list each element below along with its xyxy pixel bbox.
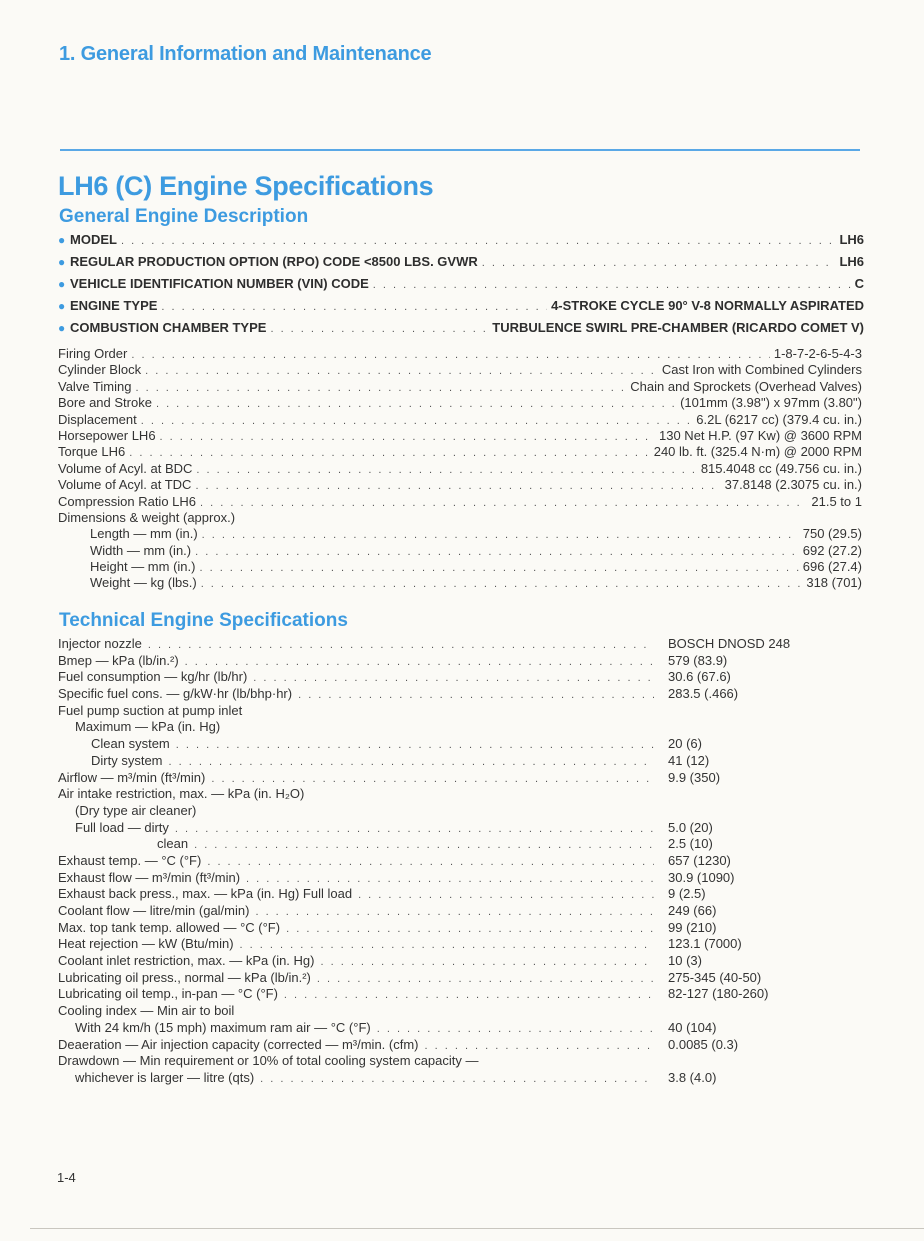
tech-spec-value: 657 (1230) [668, 852, 731, 868]
tech-spec-label: Air intake restriction, max. — kPa (in. H₂O) [58, 786, 305, 802]
leader-dots [141, 415, 693, 427]
tech-spec-label: Lubricating oil press., normal — kPa (lb/in.²) [58, 969, 311, 985]
spec-value: Chain and Sprockets (Overhead Valves) [630, 378, 862, 394]
general-spec-list [58, 346, 862, 592]
tech-spec-row [58, 703, 858, 720]
spec-value: 815.4048 cc (49.756 cu. in.) [700, 460, 862, 476]
tech-spec-label: With 24 km/h (15 mph) maximum ram air — °C (°F) [75, 1019, 371, 1035]
spec-label: Cylinder Block [58, 362, 142, 378]
dimension-row [58, 559, 862, 575]
spec-row [58, 477, 862, 493]
dimension-row [58, 526, 862, 542]
leader-dots [373, 279, 851, 291]
leader-dots [202, 529, 799, 541]
leader-dots [199, 562, 798, 574]
tech-spec-label: (Dry type air cleaner) [75, 802, 197, 818]
bullet-model [58, 232, 864, 254]
tech-spec-value: 275-345 (40-50) [668, 969, 762, 985]
bullet-icon: ● [58, 255, 66, 269]
tech-spec-value: 30.9 (1090) [668, 869, 735, 885]
tech-spec-label: Exhaust temp. — °C (°F) [58, 852, 202, 868]
spec-value: 6.2L (6217 cc) (379.4 cu. in.) [696, 411, 862, 427]
spec-value: 37.8148 (2.3075 cu. in.) [724, 477, 862, 493]
tech-spec-row [58, 669, 858, 686]
leader-dots [196, 464, 696, 476]
bullet-label: COMBUSTION CHAMBER TYPE [70, 320, 267, 335]
page-number: 1-4 [57, 1170, 76, 1185]
tech-spec-value: 283.5 (.466) [668, 686, 739, 702]
dimension-row [58, 543, 862, 559]
tech-spec-value: 30.6 (67.6) [668, 669, 731, 685]
tech-spec-label: Lubricating oil temp., in-pan — °C (°F) [58, 986, 278, 1002]
tech-spec-label: Exhaust back press., max. — kPa (in. Hg) Full load [58, 886, 353, 902]
technical-spec-table [58, 636, 858, 1087]
leader-dots [358, 889, 654, 901]
bullet-value: TURBULENCE SWIRL PRE-CHAMBER (RICARDO COMET V) [492, 320, 864, 335]
tech-spec-row [58, 886, 858, 903]
tech-spec-label: Coolant inlet restriction, max. — kPa (in. Hg) [58, 953, 315, 969]
tech-spec-value: 579 (83.9) [668, 652, 728, 668]
bullet-label: ENGINE TYPE [70, 298, 158, 313]
tech-spec-label: Deaeration — Air injection capacity (corrected — m³/min. (cfm) [58, 1036, 419, 1052]
spec-value: 1-8-7-2-6-5-4-3 [773, 346, 862, 361]
spec-value: Cast Iron with Combined Cylinders [661, 362, 862, 378]
spec-label: Length — mm (in.) [90, 526, 198, 542]
spec-row [58, 428, 862, 444]
spec-label: Compression Ratio LH6 [58, 493, 197, 509]
leader-dots [270, 323, 488, 335]
bullet-icon: ● [58, 277, 66, 291]
spec-value: 318 (701) [806, 575, 862, 591]
spec-value: (101mm (3.98") x 97mm (3.80") [680, 395, 862, 411]
tech-spec-label: Bmep — kPa (lb/in.²) [58, 652, 179, 668]
tech-spec-value: 9 (2.5) [668, 886, 706, 902]
spec-label: Displacement [58, 411, 137, 427]
tech-spec-row [58, 903, 858, 920]
spec-value: 21.5 to 1 [811, 493, 862, 509]
dimensions-heading: Dimensions & weight (approx.) [58, 509, 236, 525]
spec-label: Horsepower LH6 [58, 427, 156, 443]
bullet-value: 4-STROKE CYCLE 90° V-8 NORMALLY ASPIRATED [551, 298, 864, 313]
tech-spec-row [58, 970, 858, 987]
bullet-rpo-code [58, 254, 864, 276]
bullet-icon: ● [58, 233, 66, 247]
bullet-label: REGULAR PRODUCTION OPTION (RPO) CODE <8500 LBS. GVWR [70, 254, 478, 269]
spec-label: Height — mm (in.) [90, 559, 196, 575]
tech-spec-label: Fuel pump suction at pump inlet [58, 702, 243, 718]
leader-dots [317, 973, 654, 985]
spec-label: Firing Order [58, 346, 128, 361]
chapter-heading: 1. General Information and Maintenance [59, 43, 432, 65]
technical-specs-heading: Technical Engine Specifications [59, 610, 348, 631]
leader-dots [211, 773, 654, 785]
tech-spec-label: Cooling index — Min air to boil [58, 1003, 235, 1019]
bullet-icon: ● [58, 321, 66, 335]
tech-spec-label: Airflow — m³/min (ft³/min) [58, 769, 206, 785]
tech-spec-label: Drawdown — Min requirement or 10% of total cooling system capacity — [58, 1053, 479, 1069]
spec-label: Bore and Stroke [58, 395, 152, 411]
spec-label: Width — mm (in.) [90, 542, 192, 558]
tech-spec-row [58, 820, 858, 837]
leader-dots [200, 497, 807, 509]
tech-spec-row [58, 753, 858, 770]
tech-spec-label: Coolant flow — litre/min (gal/min) [58, 903, 250, 918]
tech-spec-row [58, 853, 858, 870]
tech-spec-value: 5.0 (20) [668, 819, 713, 835]
tech-spec-label: Exhaust flow — m³/min (ft³/min) [58, 869, 241, 885]
tech-spec-row [58, 786, 858, 803]
tech-spec-label: Specific fuel cons. — g/kW·hr (lb/bhp·hr) [58, 686, 293, 702]
tech-spec-value: 2.5 (10) [668, 836, 713, 852]
leader-dots [201, 578, 803, 590]
tech-spec-label: clean [157, 836, 189, 852]
leader-dots [160, 431, 655, 443]
dimension-row [58, 575, 862, 591]
tech-spec-label: Injector nozzle [58, 636, 142, 651]
tech-spec-row [58, 686, 858, 703]
tech-spec-row [58, 653, 858, 670]
spec-label: Weight — kg (lbs.) [90, 575, 197, 591]
leader-dots [129, 447, 650, 459]
bullet-value: LH6 [839, 254, 864, 269]
spec-value: 750 (29.5) [802, 526, 862, 542]
spec-row [58, 395, 862, 411]
leader-dots [260, 1073, 654, 1085]
leader-dots [131, 349, 769, 361]
tech-spec-label: Full load — dirty [75, 819, 169, 835]
leader-dots [482, 257, 836, 269]
tech-spec-value: 3.8 (4.0) [668, 1069, 717, 1085]
spec-row [58, 346, 862, 362]
tech-spec-label: Maximum — kPa (in. Hg) [75, 719, 221, 735]
tech-spec-label: Heat rejection — kW (Btu/min) [58, 936, 234, 952]
leader-dots [121, 235, 835, 247]
spec-row [58, 444, 862, 460]
leader-dots [175, 823, 654, 835]
tech-spec-label: Dirty system [91, 752, 163, 768]
spec-row [58, 362, 862, 378]
leader-dots [169, 756, 655, 768]
leader-dots [185, 656, 654, 668]
leader-dots [255, 906, 654, 918]
bullet-engine-type [58, 298, 864, 320]
leader-dots [298, 689, 654, 701]
tech-spec-value: 20 (6) [668, 736, 702, 752]
tech-spec-value: 249 (66) [668, 903, 717, 918]
tech-spec-row [58, 770, 858, 787]
tech-spec-label: Fuel consumption — kg/hr (lb/hr) [58, 669, 248, 685]
leader-dots [425, 1040, 655, 1052]
bullet-label: VEHICLE IDENTIFICATION NUMBER (VIN) CODE [70, 276, 369, 291]
leader-dots [161, 301, 547, 313]
tech-spec-value: 40 (104) [668, 1019, 717, 1035]
bullet-combustion-chamber [58, 320, 864, 342]
tech-spec-value: 41 (12) [668, 752, 710, 768]
leader-dots [176, 739, 654, 751]
tech-spec-row [58, 836, 858, 853]
leader-dots [320, 956, 654, 968]
spec-row [58, 494, 862, 510]
tech-spec-row [58, 936, 858, 953]
tech-spec-value: 9.9 (350) [668, 769, 721, 785]
general-description-heading: General Engine Description [59, 206, 309, 227]
spec-row [58, 461, 862, 477]
tech-spec-value: 0.0085 (0.3) [668, 1036, 739, 1052]
tech-spec-row [58, 870, 858, 887]
spec-label: Torque LH6 [58, 444, 126, 460]
page-title: LH6 (C) Engine Specifications [58, 171, 434, 201]
tech-spec-row [58, 986, 858, 1003]
tech-spec-row [58, 1070, 858, 1087]
spec-value: 240 lb. ft. (325.4 N·m) @ 2000 RPM [653, 444, 862, 460]
tech-spec-label: Max. top tank temp. allowed — °C (°F) [58, 919, 281, 935]
spec-label: Volume of Acyl. at TDC [58, 477, 192, 493]
tech-spec-row [58, 1003, 858, 1020]
leader-dots [156, 398, 676, 410]
spec-label: Valve Timing [58, 378, 132, 394]
tech-spec-row [58, 803, 858, 820]
page-bottom-edge [30, 1228, 924, 1229]
tech-spec-row [58, 1037, 858, 1054]
tech-spec-row [58, 719, 858, 736]
leader-dots [246, 873, 654, 885]
leader-dots [284, 989, 654, 1001]
tech-spec-row [58, 953, 858, 970]
spec-value: 130 Net H.P. (97 Kw) @ 3600 RPM [659, 427, 862, 443]
tech-spec-value: BOSCH DNOSD 248 [668, 636, 791, 651]
leader-dots [148, 639, 654, 651]
tech-spec-label: whichever is larger — litre (qts) [75, 1069, 255, 1085]
spec-row [58, 379, 862, 395]
spec-label: Volume of Acyl. at BDC [58, 460, 193, 476]
leader-dots [135, 382, 626, 394]
tech-spec-value: 123.1 (7000) [668, 936, 742, 952]
bullet-label: MODEL [70, 232, 117, 247]
tech-spec-row [58, 1020, 858, 1037]
leader-dots [286, 923, 654, 935]
tech-spec-row [58, 920, 858, 937]
tech-spec-value: 10 (3) [668, 953, 702, 969]
bullet-value: LH6 [839, 232, 864, 247]
tech-spec-row [58, 1053, 858, 1070]
spec-row [58, 412, 862, 428]
tech-spec-label: Clean system [91, 736, 170, 752]
leader-dots [240, 939, 654, 951]
leader-dots [253, 672, 654, 684]
tech-spec-value: 99 (210) [668, 919, 717, 935]
leader-dots [145, 365, 658, 377]
tech-spec-row [58, 636, 858, 653]
leader-dots [377, 1023, 654, 1035]
leader-dots [195, 546, 799, 558]
bullet-vin-code [58, 276, 864, 298]
header-divider [60, 149, 860, 151]
spec-value: 692 (27.2) [802, 542, 862, 558]
spec-value: 696 (27.4) [802, 559, 862, 575]
general-bullet-list [58, 232, 864, 342]
leader-dots [207, 856, 654, 868]
tech-spec-row [58, 736, 858, 753]
tech-spec-value: 82-127 (180-260) [668, 986, 769, 1002]
bullet-value: C [854, 276, 864, 291]
leader-dots [195, 480, 720, 492]
leader-dots [194, 839, 654, 851]
bullet-icon: ● [58, 299, 66, 313]
